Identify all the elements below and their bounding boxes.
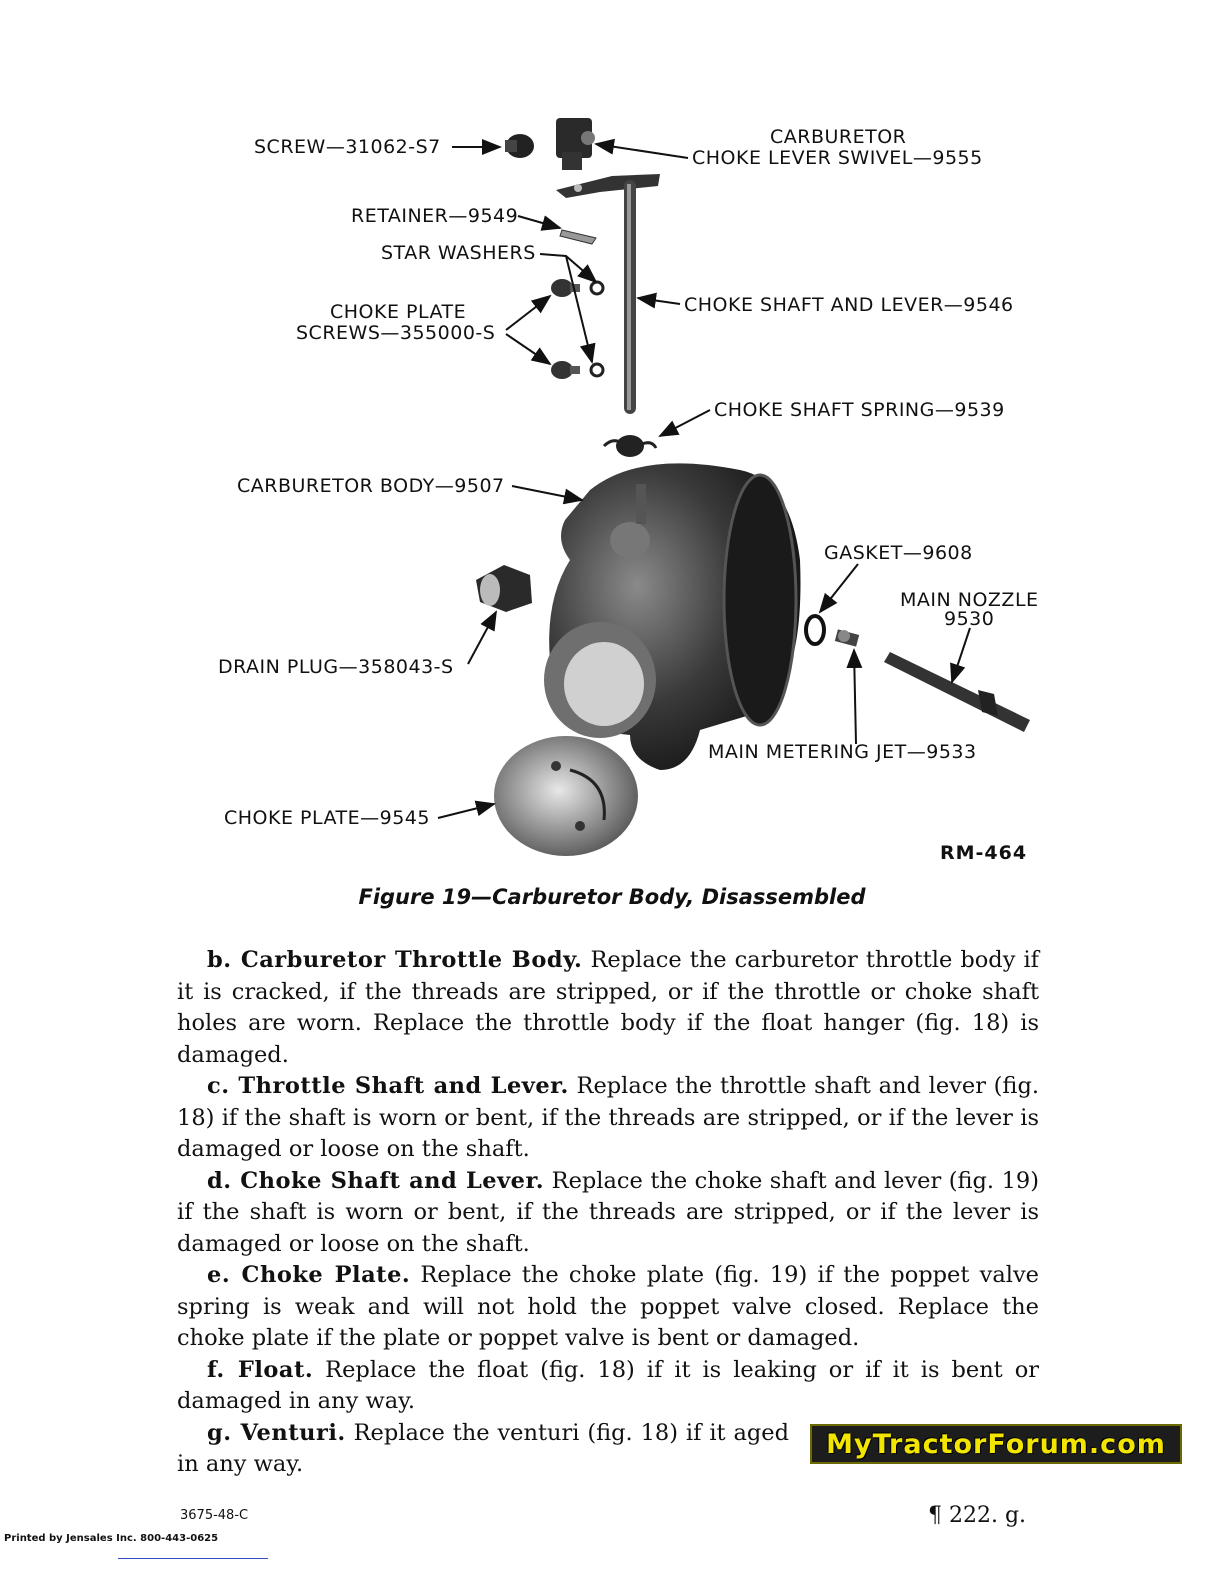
choke-shaft-part	[556, 174, 660, 414]
retainer-part	[560, 230, 596, 244]
paragraph-text: Replace the float (fig. 18) if it is leaking or if it is bent or damaged in any way.	[177, 1356, 1039, 1414]
paragraph-g	[177, 1418, 789, 1481]
label-main-metering-jet: MAIN METERING JET—9533	[708, 741, 977, 763]
paragraph-text: Replace the venturi (fig. 18) if it aged in any way.	[177, 1419, 789, 1477]
choke-plate-part	[494, 736, 638, 856]
label-choke-plate: CHOKE PLATE—9545	[224, 807, 430, 829]
watermark-text: MyTractorForum.com	[826, 1428, 1166, 1460]
watermark-logo	[810, 1424, 1182, 1464]
printed-by: Printed by Jensales Inc. 800-443-0625	[4, 1533, 219, 1544]
paragraph-heading: c. Throttle Shaft and Lever.	[207, 1073, 569, 1099]
label-gasket: GASKET—9608	[824, 542, 973, 564]
label-choke-plate-screws-line2: SCREWS—355000-S	[296, 322, 496, 344]
paragraph-heading: g. Venturi.	[207, 1419, 346, 1446]
label-choke-plate-screws-line1: CHOKE PLATE	[330, 301, 467, 323]
paragraph-d	[177, 1166, 1039, 1261]
label-drain-plug: DRAIN PLUG—358043-S	[218, 656, 454, 678]
paragraph-text: Replace the throttle shaft and lever (fig. 18) if the shaft is worn or bent, if the threads are stripped, or if the lever is damaged or loose on the shaft.	[177, 1073, 1039, 1162]
paragraph-heading: b. Carburetor Throttle Body.	[207, 947, 583, 973]
choke-lever-swivel-part	[556, 118, 595, 170]
paragraph-text: Replace the choke plate (fig. 19) if the poppet valve spring is weak and will not hold the poppet valve closed. Replace the choke plate if the plate or poppet valve is bent or damaged.	[177, 1262, 1039, 1351]
paragraph-e	[177, 1260, 1039, 1355]
figure-caption: Figure 19—Carburetor Body, Disassembled	[358, 885, 866, 909]
label-star-washers: STAR WASHERS	[381, 242, 536, 264]
label-main-nozzle-line2: 9530	[944, 608, 995, 630]
label-screw: SCREW—31062-S7	[254, 136, 441, 158]
paragraph-f	[177, 1355, 1039, 1418]
paragraph-heading: e. Choke Plate.	[207, 1262, 411, 1288]
choke-shaft-spring-part	[604, 435, 656, 457]
label-swivel-line1: CARBURETOR	[770, 126, 907, 148]
label-swivel-line2: CHOKE LEVER SWIVEL—9555	[692, 147, 983, 169]
label-carburetor-body: CARBURETOR BODY—9507	[237, 475, 505, 497]
star-washer-icon	[591, 282, 603, 294]
paragraph-heading: f. Float.	[207, 1356, 314, 1383]
main-metering-jet-part	[835, 629, 859, 646]
paragraph-c	[177, 1071, 1039, 1166]
paragraph-ref: ¶ 222. g.	[928, 1503, 1027, 1528]
label-choke-shaft-lever: CHOKE SHAFT AND LEVER—9546	[684, 294, 1014, 316]
star-washer-icon	[591, 364, 603, 376]
label-choke-shaft-spring: CHOKE SHAFT SPRING—9539	[714, 399, 1005, 421]
paragraph-b	[177, 945, 1039, 1071]
figure-code: RM-464	[940, 842, 1028, 864]
doc-code: 3675-48-C	[180, 1508, 249, 1523]
link-underline	[118, 1558, 268, 1559]
gasket-part	[806, 616, 824, 644]
carburetor-body-part	[544, 463, 801, 770]
label-main-nozzle-line1: MAIN NOZZLE	[900, 589, 1039, 611]
body-text	[177, 945, 1039, 1481]
drain-plug-part	[476, 565, 532, 612]
paragraph-text: Replace the choke shaft and lever (fig. 19) if the shaft is worn or bent, if the threads are stripped, or if the lever is damaged or loose on the shaft.	[177, 1167, 1040, 1257]
screw-part	[505, 134, 534, 158]
paragraph-heading: d. Choke Shaft and Lever.	[207, 1167, 545, 1194]
label-retainer: RETAINER—9549	[351, 205, 519, 227]
paragraph-text: Replace the carburetor throttle body if it is cracked, if the threads are stripped, or if the throttle or choke shaft holes are worn. Replace the throttle body if the float hanger (fig. 18) is damaged.	[177, 947, 1040, 1068]
